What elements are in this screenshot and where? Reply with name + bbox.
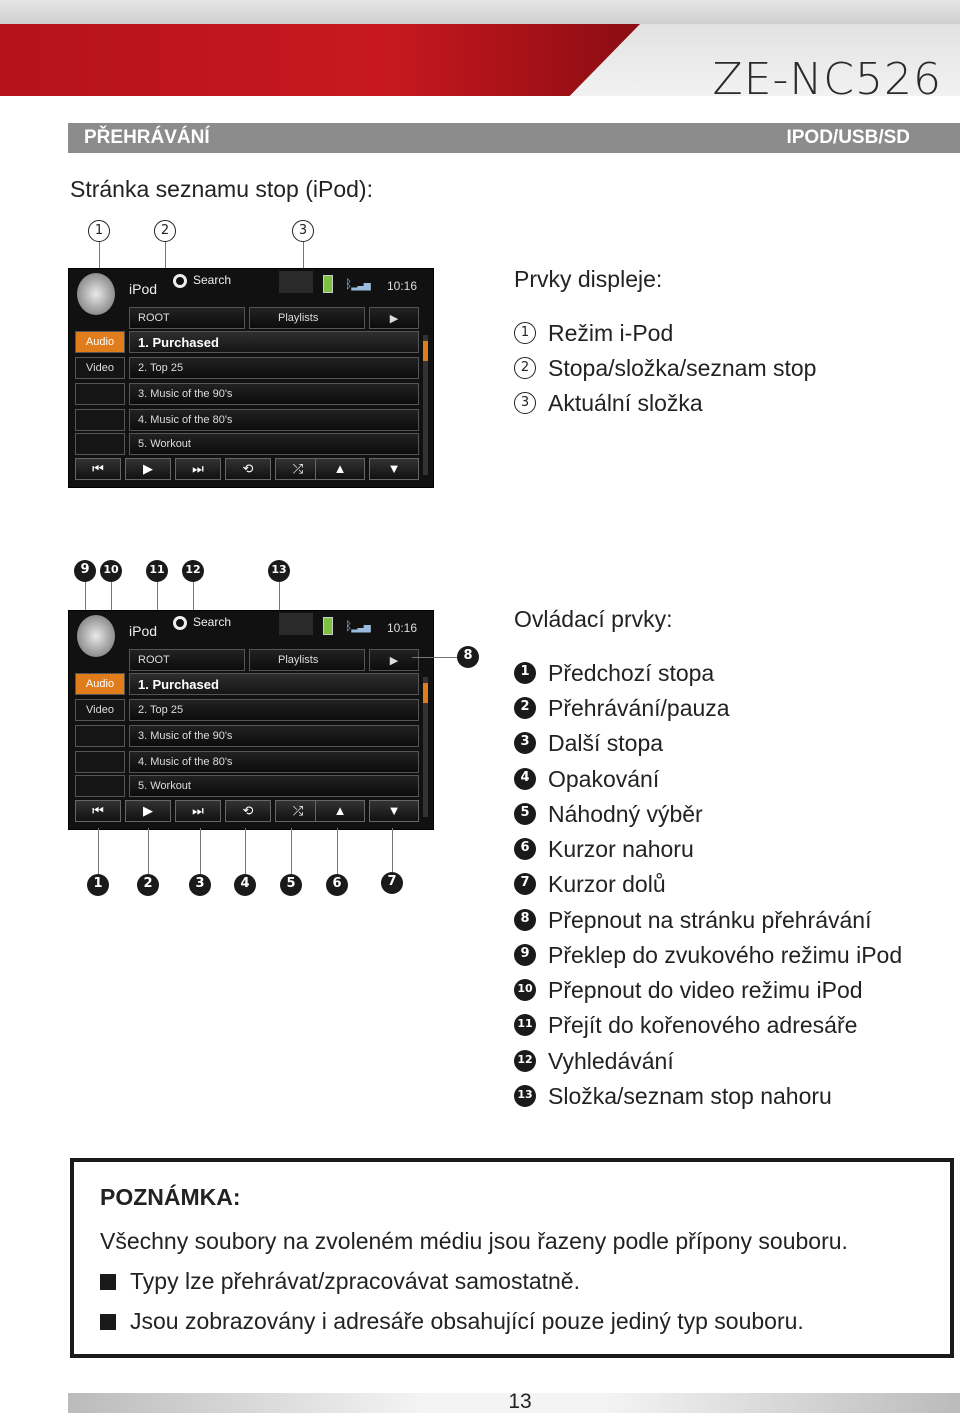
callout-line — [392, 828, 393, 872]
root-button[interactable]: ROOT — [129, 649, 245, 671]
bluetooth-signal-icon: ᛒ▂▃▅ — [345, 619, 370, 633]
clock: 10:16 — [387, 621, 418, 635]
ipod-screen-controls — [68, 610, 434, 830]
play-page-button[interactable]: ▶ — [369, 649, 419, 671]
section-bar — [68, 123, 960, 153]
status-block — [279, 271, 313, 293]
callout-line — [337, 828, 338, 874]
marker: 10 — [514, 979, 536, 1001]
bullet-icon — [100, 1314, 116, 1330]
side-empty — [75, 775, 125, 797]
item-text: Přepnout do video režimu iPod — [548, 977, 863, 1003]
marker: 8 — [514, 909, 536, 931]
search-button[interactable] — [173, 273, 253, 295]
callout-3: 3 — [292, 220, 314, 242]
cursor-down-button[interactable]: ▼ — [369, 800, 419, 822]
callout-4: 4 — [234, 874, 256, 896]
shuffle-button[interactable]: ⤮ — [275, 458, 321, 480]
header-top-strip — [0, 0, 960, 24]
callout-7: 7 — [381, 872, 403, 894]
side-empty — [75, 433, 125, 455]
shuffle-button[interactable]: ⤮ — [275, 800, 321, 822]
callout-line — [98, 828, 99, 874]
item-text: Kurzor nahoru — [548, 836, 694, 862]
search-icon — [173, 616, 187, 630]
marker: 9 — [514, 944, 536, 966]
section-title: PŘEHRÁVÁNÍ — [84, 127, 210, 148]
controls-heading: Ovládací prvky: — [514, 606, 673, 632]
section-category: IPOD/USB/SD — [786, 127, 910, 148]
marker: 6 — [514, 838, 536, 860]
callout-3: 3 — [189, 874, 211, 896]
side-empty — [75, 751, 125, 773]
item-text: Další stopa — [548, 730, 664, 756]
status-block — [279, 613, 313, 635]
note-bullet-text: Typy lze přehrávat/zpracovávat samostatně. — [130, 1268, 580, 1294]
list-item[interactable]: 4. Music of the 80's — [129, 409, 419, 431]
list-item[interactable]: 5. Workout — [129, 775, 419, 797]
note-text: Všechny soubory na zvoleném médiu jsou řazeny podle přípony souboru. — [100, 1228, 848, 1254]
callout-1: 1 — [87, 874, 109, 896]
note-title: POZNÁMKA: — [100, 1184, 241, 1210]
callout-12: 12 — [182, 560, 204, 582]
marker: 2 — [514, 697, 536, 719]
item-text: Přepnout na stránku přehrávání — [548, 907, 872, 933]
display-heading: Prvky displeje: — [514, 266, 663, 292]
callout-line — [291, 828, 292, 874]
marker: 12 — [514, 1050, 536, 1072]
callout-line — [412, 657, 458, 658]
mode-label: iPod — [129, 281, 158, 297]
previous-track-button[interactable]: ⏮ — [75, 800, 121, 822]
callout-line — [200, 828, 201, 874]
callout-line — [245, 828, 246, 874]
list-item[interactable]: 4. Music of the 80's — [129, 751, 419, 773]
bullet-icon — [100, 1274, 116, 1290]
previous-track-button[interactable]: ⏮ — [75, 458, 121, 480]
note-bullet — [100, 1308, 804, 1335]
battery-icon — [323, 275, 333, 293]
note-bullet — [100, 1268, 580, 1295]
note-box — [70, 1158, 954, 1358]
marker: 2 — [514, 357, 536, 379]
next-track-button[interactable]: ⏭ — [175, 800, 221, 822]
marker: 5 — [514, 803, 536, 825]
callout-2: 2 — [154, 220, 176, 242]
callout-8: 8 — [457, 646, 479, 668]
marker: 3 — [514, 732, 536, 754]
controls-list — [514, 660, 954, 1120]
item-text: Přejít do kořenového adresáře — [548, 1012, 858, 1038]
list-item[interactable]: 3. Music of the 90's — [129, 725, 419, 747]
callout-5: 5 — [280, 874, 302, 896]
callout-6: 6 — [326, 874, 348, 896]
search-button[interactable] — [173, 615, 253, 637]
item-text: Opakování — [548, 766, 660, 792]
audio-button[interactable]: Audio — [75, 331, 125, 353]
video-button[interactable]: Video — [75, 357, 125, 379]
page-subtitle: Stránka seznamu stop (iPod): — [70, 176, 373, 202]
item-text: Stopa/složka/seznam stop — [548, 355, 817, 381]
header-red-band — [0, 24, 640, 96]
repeat-button[interactable]: ⟲ — [225, 458, 271, 480]
callout-11: 11 — [146, 560, 168, 582]
item-text: Náhodný výběr — [548, 801, 703, 827]
cursor-up-button[interactable]: ▲ — [315, 458, 365, 480]
callout-9: 9 — [74, 560, 96, 582]
search-label: Search — [193, 273, 232, 287]
marker: 4 — [514, 768, 536, 790]
model-name: ZE-NC526 — [712, 54, 942, 105]
list-item[interactable]: 1. Purchased — [129, 331, 419, 353]
side-empty — [75, 409, 125, 431]
mode-label: iPod — [129, 623, 158, 639]
clock: 10:16 — [387, 279, 418, 293]
marker: 11 — [514, 1014, 536, 1036]
search-label: Search — [193, 615, 232, 629]
note-bullet-text: Jsou zobrazovány i adresáře obsahující pouze jediný typ souboru. — [130, 1308, 804, 1334]
bluetooth-signal-icon: ᛒ▂▃▅ — [345, 277, 370, 291]
list-item[interactable]: 1. Purchased — [129, 673, 419, 695]
callout-10: 10 — [100, 560, 122, 582]
battery-icon — [323, 617, 333, 635]
item-text: Aktuální složka — [548, 390, 703, 416]
side-empty — [75, 383, 125, 405]
ipod-screen — [68, 268, 434, 488]
playlists-button[interactable]: Playlists — [249, 307, 365, 329]
marker: 3 — [514, 392, 536, 414]
side-empty — [75, 725, 125, 747]
item-text: Vyhledávání — [548, 1048, 674, 1074]
callout-line — [148, 828, 149, 874]
audio-button[interactable]: Audio — [75, 673, 125, 695]
playlists-button[interactable]: Playlists — [249, 649, 365, 671]
repeat-button[interactable]: ⟲ — [225, 800, 271, 822]
item-text: Složka/seznam stop nahoru — [548, 1083, 832, 1109]
scrollbar[interactable] — [423, 335, 428, 475]
list-item[interactable]: 2. Top 25 — [129, 699, 419, 721]
list-item[interactable]: 2. Top 25 — [129, 357, 419, 379]
marker: 1 — [514, 322, 536, 344]
list-item[interactable]: 5. Workout — [129, 433, 419, 455]
item-text: Překlep do zvukového režimu iPod — [548, 942, 903, 968]
cursor-down-button[interactable]: ▼ — [369, 458, 419, 480]
play-pause-button[interactable]: ▶ — [125, 458, 171, 480]
marker: 13 — [514, 1085, 536, 1107]
item-text: Kurzor dolů — [548, 871, 666, 897]
callout-13: 13 — [268, 560, 290, 582]
item-text: Předchozí stopa — [548, 660, 715, 686]
ipod-icon[interactable] — [77, 273, 115, 315]
search-icon — [173, 274, 187, 288]
marker: 1 — [514, 662, 536, 684]
marker: 7 — [514, 873, 536, 895]
list-item[interactable]: 3. Music of the 90's — [129, 383, 419, 405]
item-text: Režim i-Pod — [548, 320, 674, 346]
root-button[interactable]: ROOT — [129, 307, 245, 329]
callout-2: 2 — [137, 874, 159, 896]
item-text: Přehrávání/pauza — [548, 695, 730, 721]
next-track-button[interactable]: ⏭ — [175, 458, 221, 480]
ipod-icon[interactable] — [77, 615, 115, 657]
cursor-up-button[interactable]: ▲ — [315, 800, 365, 822]
display-list — [514, 320, 934, 430]
video-button[interactable]: Video — [75, 699, 125, 721]
page-number: 13 — [508, 1390, 532, 1413]
callout-1: 1 — [88, 220, 110, 242]
play-pause-button[interactable]: ▶ — [125, 800, 171, 822]
play-page-button[interactable]: ▶ — [369, 307, 419, 329]
scrollbar[interactable] — [423, 677, 428, 817]
